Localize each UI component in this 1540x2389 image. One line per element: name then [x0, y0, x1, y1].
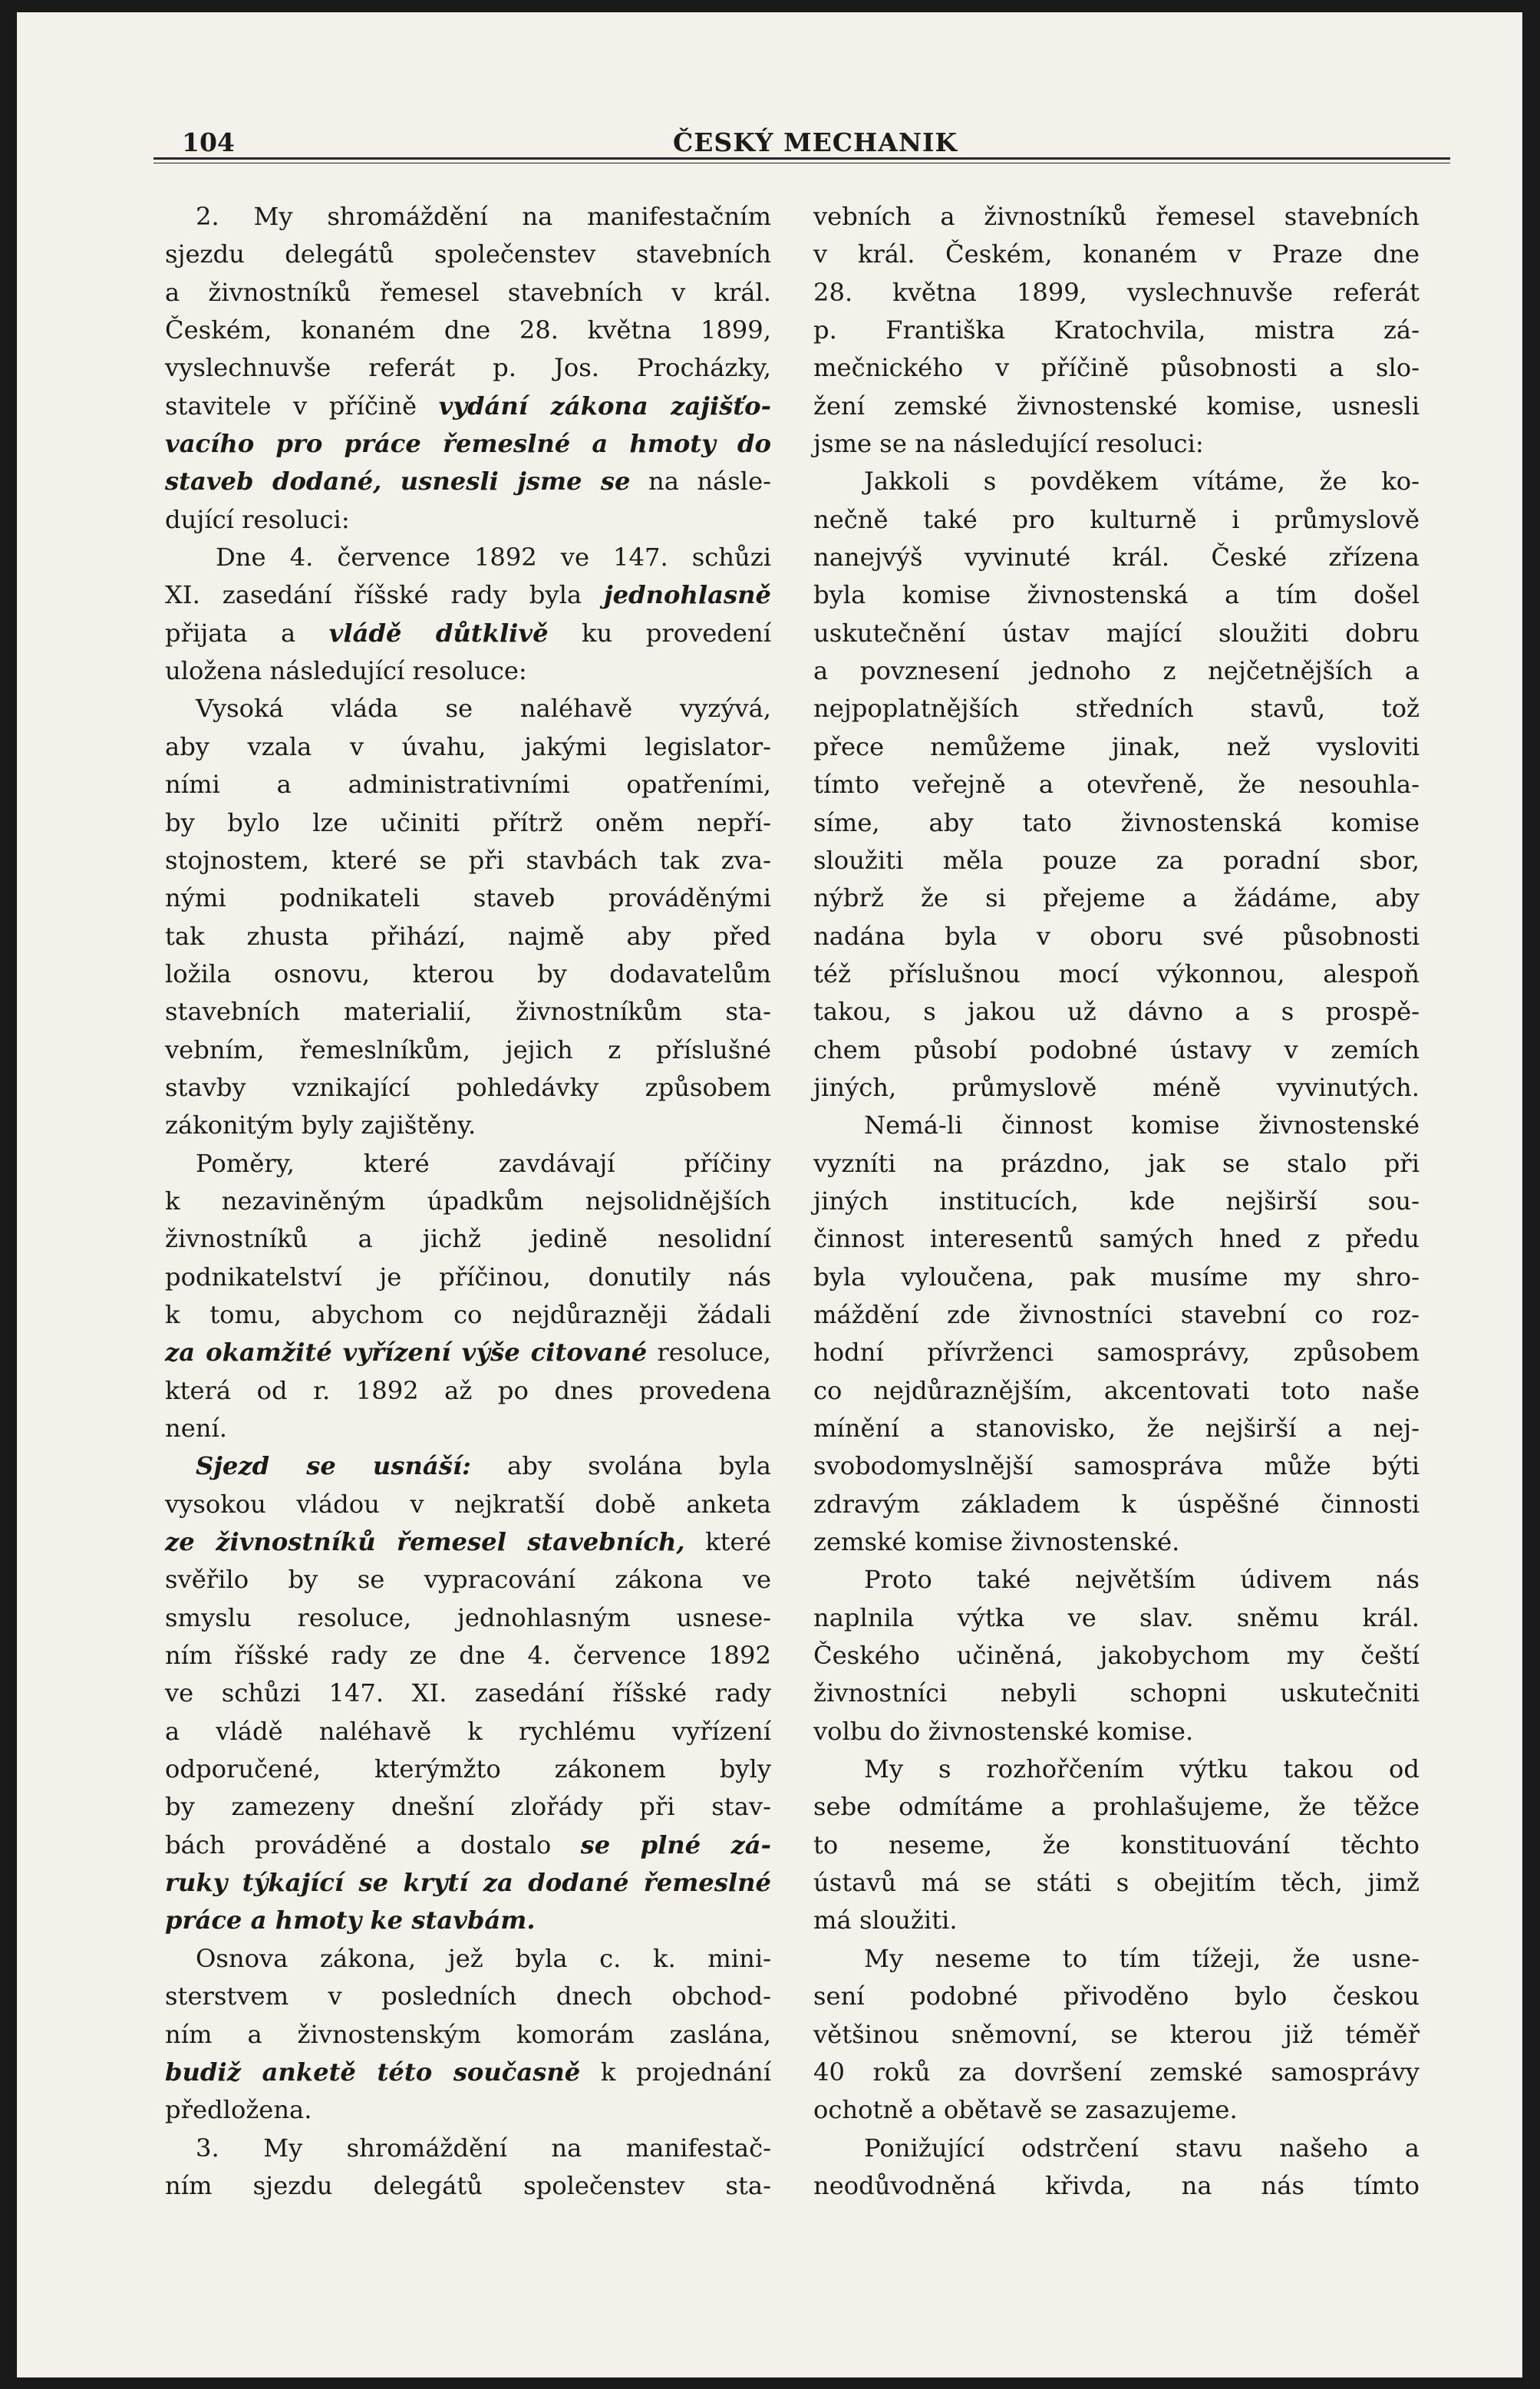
text-line: tak zhusta přihází, najmě aby před — [165, 921, 771, 951]
text-line: zdravým základem k úspěšné činnosti — [813, 1489, 1420, 1519]
emphasis-text: staveb dodané, usnesli jsme se — [165, 467, 631, 497]
text-run: které — [684, 1527, 772, 1557]
left-column — [165, 198, 771, 2205]
text-line: uložena následující resoluce: — [165, 656, 527, 686]
text-line: sení podobné přivoděno bylo českou — [813, 1981, 1420, 2011]
text-run: stavitele v příčině — [165, 391, 439, 421]
text-line: chem působí podobné ústavy v zemích — [813, 1034, 1420, 1064]
text-line — [165, 1447, 771, 1485]
text-line: vysokou vládou v nejkratší době anketa — [165, 1489, 771, 1519]
emphasis-text: vydání zákona zajišťo- — [438, 391, 771, 421]
text-line: činnost interesentů samých hned z předu — [813, 1224, 1420, 1254]
text-line: zákonitým byly zajištěny. — [165, 1110, 477, 1140]
text-line: jsme se na následující resoluci: — [813, 429, 1204, 459]
text-line: nejpoplatnějších středních stavů, tož — [813, 694, 1420, 724]
text-line: 40 roků za dovršení zemské samosprávy — [813, 2057, 1420, 2087]
text-line: nadána byla v oboru své působnosti — [813, 921, 1420, 951]
text-run: bách prováděné a dostalo — [165, 1830, 581, 1859]
text-line: živnostníci nebyli schopni uskutečniti — [813, 1678, 1420, 1708]
text-line: volbu do živnostenské komise. — [813, 1716, 1194, 1746]
text-line: dující resoluci: — [165, 504, 350, 534]
text-line — [165, 388, 771, 425]
text-line: žení zemské živnostenské komise, usnesli — [813, 391, 1420, 421]
text-line: nečně také pro kulturně i průmyslově — [813, 504, 1420, 534]
text-run: k projednání — [580, 2057, 771, 2087]
text-run: ku provedení — [548, 618, 772, 648]
text-line: podnikatelství je příčinou, donutily nás — [165, 1262, 771, 1292]
text-line — [165, 1826, 771, 1864]
text-line: tímto veřejně a otevřeně, že nesouhla- — [813, 770, 1420, 800]
text-line: k tomu, abychom co nejdůrazněji žádali — [165, 1299, 771, 1329]
text-line: sebe odmítáme a prohlašujeme, že těžce — [813, 1792, 1420, 1822]
emphasis-text: vacího pro práce řemeslné a hmoty do — [165, 429, 771, 459]
text-line: přece nemůžeme jinak, než vysloviti — [813, 731, 1420, 761]
text-line — [165, 425, 771, 463]
emphasis-text: se plné zá- — [580, 1830, 772, 1859]
text-line: uskutečnění ústav mající sloužiti dobru — [813, 618, 1420, 648]
text-line: zemské komise živnostenské. — [813, 1527, 1180, 1557]
text-line: 3. My shromáždění na manifestač- — [196, 2133, 771, 2163]
text-run: přijata a — [165, 618, 329, 648]
text-line: jiných institucích, kde nejširší sou- — [813, 1186, 1420, 1216]
text-line: většinou sněmovní, se kterou již téměř — [813, 2019, 1420, 2049]
text-line: máždění zde živnostníci stavební co roz- — [813, 1299, 1420, 1329]
emphasis-text: ruky týkající se krytí za dodané řemeslné — [165, 1868, 771, 1898]
text-line: svobodomyslnější samospráva může býti — [813, 1451, 1420, 1481]
header-rule — [153, 157, 1450, 163]
text-line: by zamezeny dnešní zlořády při stav- — [165, 1792, 771, 1822]
text-line: My neseme to tím tížeji, že usne- — [864, 1943, 1420, 1973]
text-run: XI. zasedání říšské rady byla — [165, 580, 604, 610]
text-line: naplnila výtka ve slav. sněmu král. — [813, 1602, 1420, 1632]
text-line: byla vyloučena, pak musíme my shro- — [813, 1262, 1420, 1292]
text-line: Ponižující odstrčení stavu našeho a — [864, 2133, 1420, 2163]
text-line — [165, 1902, 771, 1939]
text-line: 28. května 1899, vyslechnuvše referát — [813, 277, 1420, 307]
text-line: aby vzala v úvahu, jakými legislator- — [165, 731, 771, 761]
text-line: živnostníků a jichž jedině nesolidní — [165, 1224, 771, 1254]
text-line: takou, s jakou už dávno a s prospě- — [813, 997, 1420, 1027]
text-line: ochotně a obětavě se zasazujeme. — [813, 2095, 1238, 2125]
text-line: a vládě naléhavě k rychlému vyřízení — [165, 1716, 771, 1746]
text-line: p. Františka Kratochvila, mistra zá- — [813, 315, 1420, 345]
emphasis-text: ze živnostníků řemesel stavebních, — [165, 1527, 685, 1557]
emphasis-text: jednohlasně — [604, 580, 771, 610]
text-line: sjezdu delegátů společenstev stavebních — [165, 239, 771, 269]
text-run: resoluce, — [647, 1338, 771, 1368]
text-line — [165, 1523, 771, 1561]
emphasis-text: za okamžité vyřízení výše citované — [165, 1338, 648, 1368]
text-line: Proto také největším údivem nás — [864, 1565, 1420, 1595]
text-line: síme, aby tato živnostenská komise — [813, 807, 1420, 837]
text-line: nýbrž že si přejeme a žádáme, aby — [813, 883, 1420, 913]
text-line: vyslechnuvše referát p. Jos. Procházky, — [165, 353, 771, 383]
text-run: aby svolána byla — [470, 1451, 771, 1481]
text-line: mínění a stanovisko, že nejširší a nej- — [813, 1414, 1420, 1443]
text-line: jiných, průmyslově méně vyvinutých. — [813, 1072, 1420, 1102]
text-line: svěřilo by se vypracování zákona ve — [165, 1565, 771, 1595]
text-line: stavby vznikající pohledávky způsobem — [165, 1072, 771, 1102]
text-line: mečnického v příčině působnosti a slo- — [813, 353, 1420, 383]
text-line: Jakkoli s povděkem vítáme, že ko- — [864, 467, 1420, 497]
page-number: 104 — [182, 127, 235, 157]
text-line — [165, 1864, 771, 1902]
text-line — [165, 615, 771, 652]
page-header — [182, 127, 1459, 170]
text-line: má sloužiti. — [813, 1906, 958, 1935]
text-line: Dne 4. července 1892 ve 147. schůzi — [216, 543, 771, 573]
text-line: 2. My shromáždění na manifestačním — [196, 202, 771, 231]
text-line: vyzníti na prázdno, jak se stalo při — [813, 1148, 1420, 1178]
text-line: Českého učiněná, jakobychom my čeští — [813, 1641, 1420, 1671]
text-line: smyslu resoluce, jednohlasným usnese- — [165, 1602, 771, 1632]
emphasis-text: vládě důtklivě — [328, 618, 549, 648]
text-line: a povznesení jednoho z nejčetnějších a — [813, 656, 1420, 686]
text-line: ložila osnovu, kterou by dodavatelům — [165, 959, 771, 988]
text-line: Českém, konaném dne 28. května 1899, — [165, 315, 771, 345]
right-column — [813, 198, 1420, 2205]
text-line: sloužiti měla pouze za poradní sbor, — [813, 845, 1420, 875]
text-line: stojnostem, které se při stavbách tak zva- — [165, 845, 771, 875]
text-line: ústavů má se státi s obejitím těch, jimž — [813, 1868, 1420, 1898]
text-line: Osnova zákona, jež byla c. k. mini- — [196, 1943, 771, 1973]
text-line: vebních a živnostníků řemesel stavebních — [813, 202, 1420, 231]
emphasis-text: budiž anketě této současně — [165, 2057, 581, 2087]
text-line: ve schůzi 147. XI. zasedání říšské rady — [165, 1678, 771, 1708]
emphasis-text: Sjezd se usnáší: — [196, 1451, 471, 1481]
text-line: Vysoká vláda se naléhavě vyzývá, — [196, 694, 771, 724]
text-line: předložena. — [165, 2095, 312, 2125]
text-line: byla komise živnostenská a tím došel — [813, 580, 1420, 610]
text-line: ním a živnostenským komorám zaslána, — [165, 2019, 771, 2049]
text-line: k nezaviněným úpadkům nejsolidnějších — [165, 1186, 771, 1216]
text-line: to neseme, že konstituování těchto — [813, 1830, 1420, 1859]
text-line: která od r. 1892 až po dnes provedena — [165, 1375, 771, 1405]
text-line — [165, 463, 771, 500]
text-line: ním sjezdu delegátů společenstev sta- — [165, 2170, 771, 2200]
text-line: nanejvýš vyvinuté král. České zřízena — [813, 543, 1420, 573]
emphasis-text: práce a hmoty ke stavbám. — [165, 1906, 536, 1935]
text-line — [165, 1334, 771, 1371]
text-line: neodůvodněná křivda, na nás tímto — [813, 2170, 1420, 2200]
text-line: též příslušnou mocí výkonnou, alespoň — [813, 959, 1420, 988]
text-line: v král. Českém, konaném v Praze dne — [813, 239, 1420, 269]
text-line: sterstvem v posledních dnech obchod- — [165, 1981, 771, 2011]
text-line — [165, 576, 771, 614]
text-line: Nemá-li činnost komise živnostenské — [864, 1110, 1420, 1140]
text-line: by bylo lze učiniti přítrž oněm nepří- — [165, 807, 771, 837]
text-line: není. — [165, 1414, 228, 1443]
text-line: ními a administrativními opatřeními, — [165, 770, 771, 800]
text-line: hodní přívrženci samosprávy, způsobem — [813, 1338, 1420, 1368]
text-line: odporučené, kterýmžto zákonem byly — [165, 1754, 771, 1784]
text-line: vebním, řemeslníkům, jejich z příslušné — [165, 1034, 771, 1064]
text-line: nými podnikateli staveb prováděnými — [165, 883, 771, 913]
text-line: ním říšské rady ze dne 4. července 1892 — [165, 1641, 771, 1671]
text-line: stavebních materialií, živnostníkům sta- — [165, 997, 771, 1027]
text-run: na násle- — [630, 467, 771, 497]
text-line: a živnostníků řemesel stavebních v král. — [165, 277, 771, 307]
running-title: ČESKÝ MECHANIK — [673, 127, 958, 157]
text-line: Poměry, které zavdávají příčiny — [196, 1148, 771, 1178]
text-line — [165, 2054, 771, 2091]
text-line: co nejdůraznějším, akcentovati toto naše — [813, 1375, 1420, 1405]
text-line: My s rozhořčením výtku takou od — [864, 1754, 1420, 1784]
